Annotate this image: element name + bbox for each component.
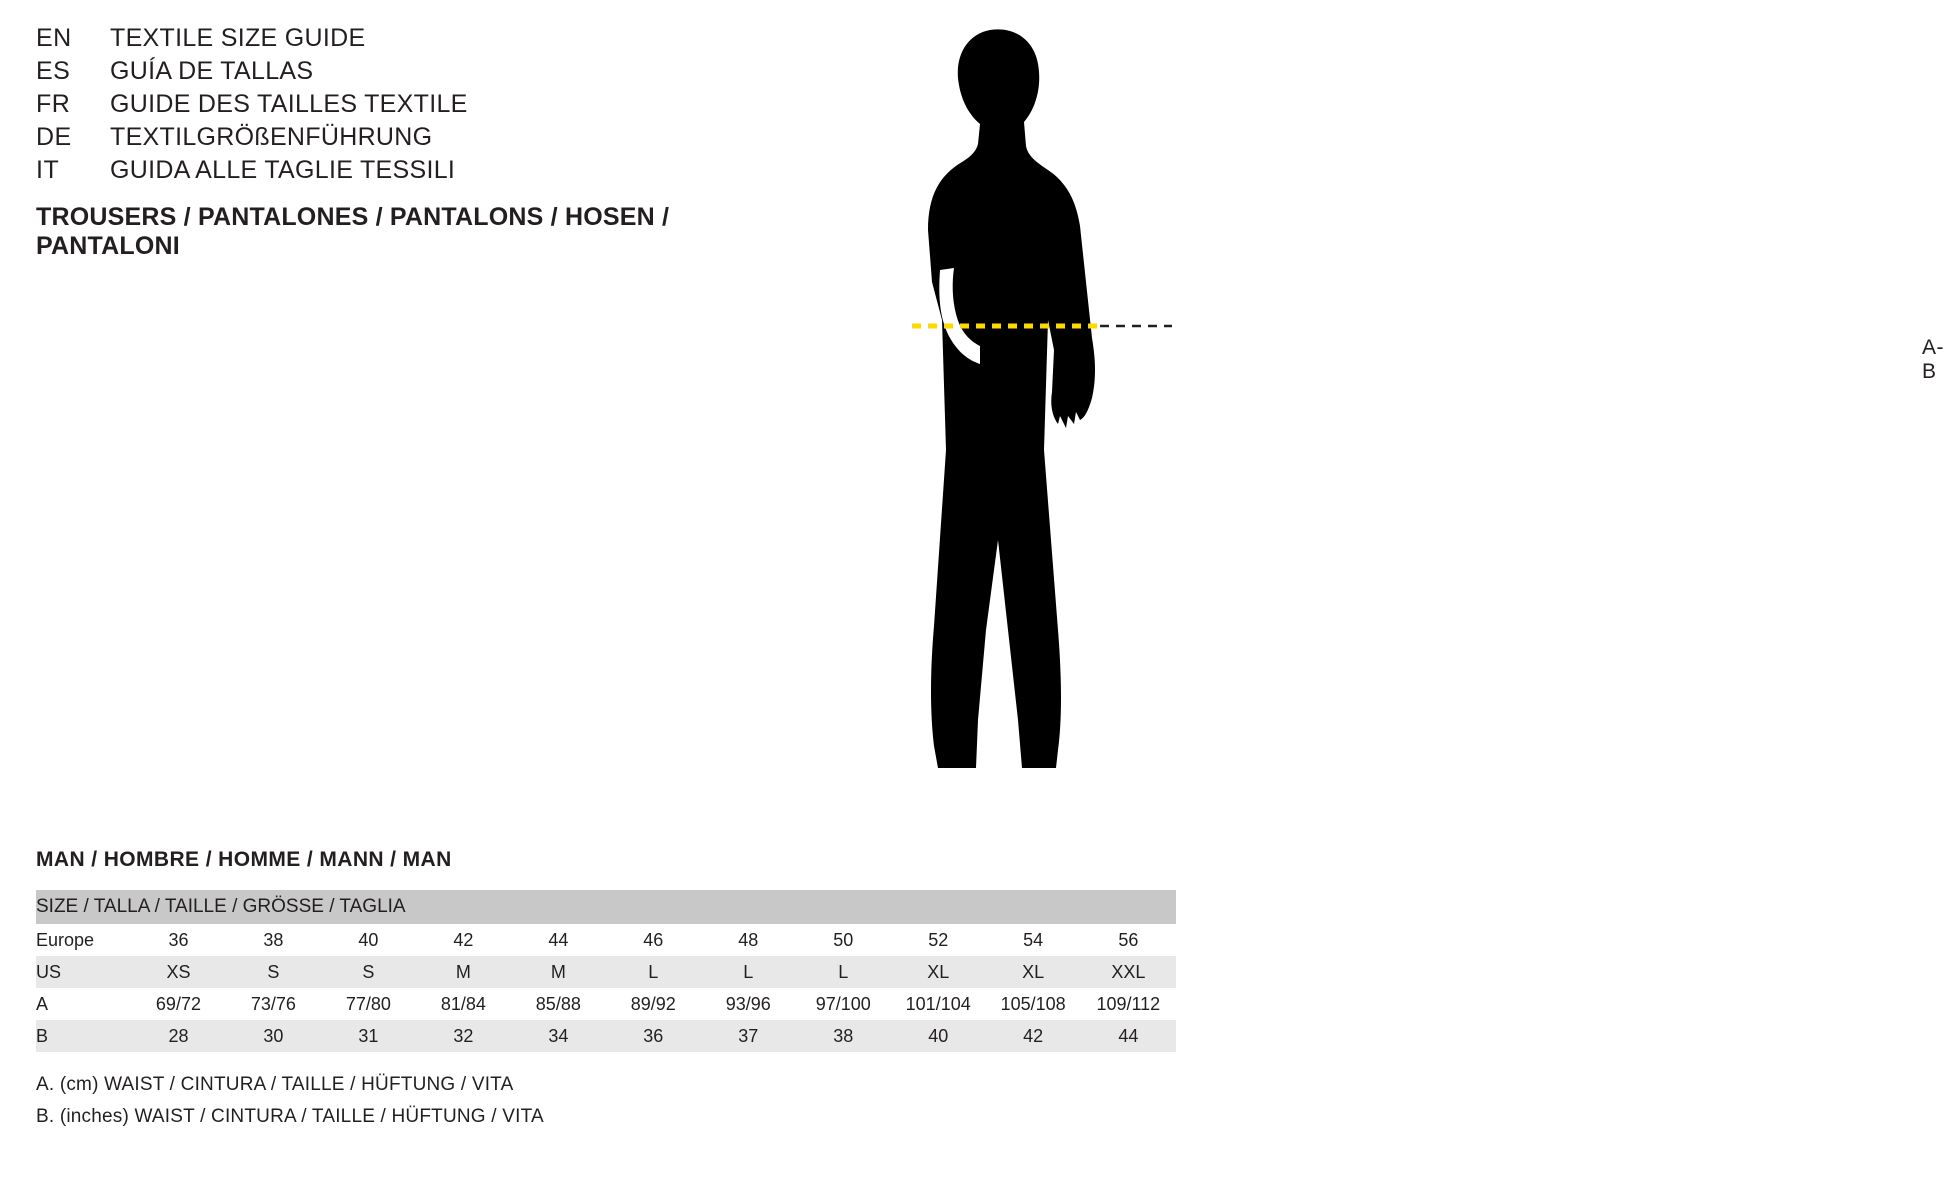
footnote-a: A. (cm) WAIST / CINTURA / TAILLE / HÜFTUNG / VITA bbox=[36, 1074, 514, 1095]
cell-b-1: 30 bbox=[226, 1020, 321, 1052]
language-title-en: TEXTILE SIZE GUIDE bbox=[110, 24, 366, 52]
language-row-de bbox=[36, 125, 816, 150]
cell-europe-2: 40 bbox=[321, 924, 416, 956]
cell-us-6: L bbox=[701, 956, 796, 988]
cell-europe-5: 46 bbox=[606, 924, 701, 956]
language-code-en: EN bbox=[36, 24, 72, 52]
cell-b-5: 36 bbox=[606, 1020, 701, 1052]
cell-europe-1: 38 bbox=[226, 924, 321, 956]
language-row-fr bbox=[36, 92, 816, 117]
cell-us-2: S bbox=[321, 956, 416, 988]
row-label-a: A bbox=[36, 988, 131, 1020]
row-label-b: B bbox=[36, 1020, 131, 1052]
cell-a-3: 81/84 bbox=[416, 988, 511, 1020]
cell-b-3: 32 bbox=[416, 1020, 511, 1052]
cell-a-7: 97/100 bbox=[796, 988, 891, 1020]
language-code-it: IT bbox=[36, 156, 60, 184]
size-table bbox=[36, 890, 1176, 1052]
language-code-fr: FR bbox=[36, 90, 71, 118]
row-label-us: US bbox=[36, 956, 131, 988]
size-guide-header bbox=[36, 26, 816, 261]
footnote-b: B. (inches) WAIST / CINTURA / TAILLE / HÜFTUNG / VITA bbox=[36, 1106, 544, 1127]
cell-b-2: 31 bbox=[321, 1020, 416, 1052]
cell-b-8: 40 bbox=[891, 1020, 986, 1052]
cell-a-0: 69/72 bbox=[131, 988, 226, 1020]
cell-europe-0: 36 bbox=[131, 924, 226, 956]
language-title-de: TEXTILGRÖßENFÜHRUNG bbox=[110, 123, 433, 151]
cell-us-8: XL bbox=[891, 956, 986, 988]
man-silhouette-figure bbox=[800, 20, 1944, 810]
language-row-it bbox=[36, 158, 816, 183]
cell-a-9: 105/108 bbox=[986, 988, 1081, 1020]
cell-us-3: M bbox=[416, 956, 511, 988]
language-code-de: DE bbox=[36, 123, 72, 151]
language-title-es: GUÍA DE TALLAS bbox=[110, 57, 314, 85]
cell-us-10: XXL bbox=[1081, 956, 1176, 988]
cell-us-7: L bbox=[796, 956, 891, 988]
language-row-es bbox=[36, 59, 816, 84]
row-label-europe: Europe bbox=[36, 924, 131, 956]
language-row-en bbox=[36, 26, 816, 51]
cell-a-1: 73/76 bbox=[226, 988, 321, 1020]
cell-europe-10: 56 bbox=[1081, 924, 1176, 956]
table-header-label: SIZE / TALLA / TAILLE / GRÖSSE / TAGLIA bbox=[36, 890, 1176, 924]
language-title-it: GUIDA ALLE TAGLIE TESSILI bbox=[110, 156, 456, 184]
silhouette-svg bbox=[800, 20, 1200, 810]
cell-us-9: XL bbox=[986, 956, 1081, 988]
cell-a-2: 77/80 bbox=[321, 988, 416, 1020]
cell-a-10: 109/112 bbox=[1081, 988, 1176, 1020]
cell-us-5: L bbox=[606, 956, 701, 988]
cell-europe-3: 42 bbox=[416, 924, 511, 956]
size-table-section bbox=[36, 848, 1176, 1138]
cell-b-4: 34 bbox=[511, 1020, 606, 1052]
table-row bbox=[36, 988, 1176, 1020]
table-header-row bbox=[36, 890, 1176, 924]
table-row bbox=[36, 956, 1176, 988]
table-row bbox=[36, 924, 1176, 956]
cell-europe-7: 50 bbox=[796, 924, 891, 956]
cell-a-6: 93/96 bbox=[701, 988, 796, 1020]
cell-a-8: 101/104 bbox=[891, 988, 986, 1020]
gender-heading: MAN / HOMBRE / HOMME / MANN / MAN bbox=[36, 848, 452, 871]
cell-us-0: XS bbox=[131, 956, 226, 988]
cell-europe-8: 52 bbox=[891, 924, 986, 956]
cell-b-9: 42 bbox=[986, 1020, 1081, 1052]
language-code-es: ES bbox=[36, 57, 71, 85]
cell-b-7: 38 bbox=[796, 1020, 891, 1052]
cell-a-5: 89/92 bbox=[606, 988, 701, 1020]
table-footnotes bbox=[36, 1074, 1176, 1128]
cell-b-6: 37 bbox=[701, 1020, 796, 1052]
cell-europe-6: 48 bbox=[701, 924, 796, 956]
garment-type-heading: TROUSERS / PANTALONES / PANTALONS / HOSEN / PANTALONI bbox=[36, 203, 670, 260]
cell-b-10: 44 bbox=[1081, 1020, 1176, 1052]
cell-europe-9: 54 bbox=[986, 924, 1081, 956]
cell-europe-4: 44 bbox=[511, 924, 606, 956]
language-title-fr: GUIDE DES TAILLES TEXTILE bbox=[110, 90, 468, 118]
cell-us-4: M bbox=[511, 956, 606, 988]
table-row bbox=[36, 1020, 1176, 1052]
man-silhouette-shape bbox=[928, 29, 1095, 768]
cell-us-1: S bbox=[226, 956, 321, 988]
cell-b-0: 28 bbox=[131, 1020, 226, 1052]
measure-label-ab: A-B bbox=[1922, 336, 1944, 383]
cell-a-4: 85/88 bbox=[511, 988, 606, 1020]
